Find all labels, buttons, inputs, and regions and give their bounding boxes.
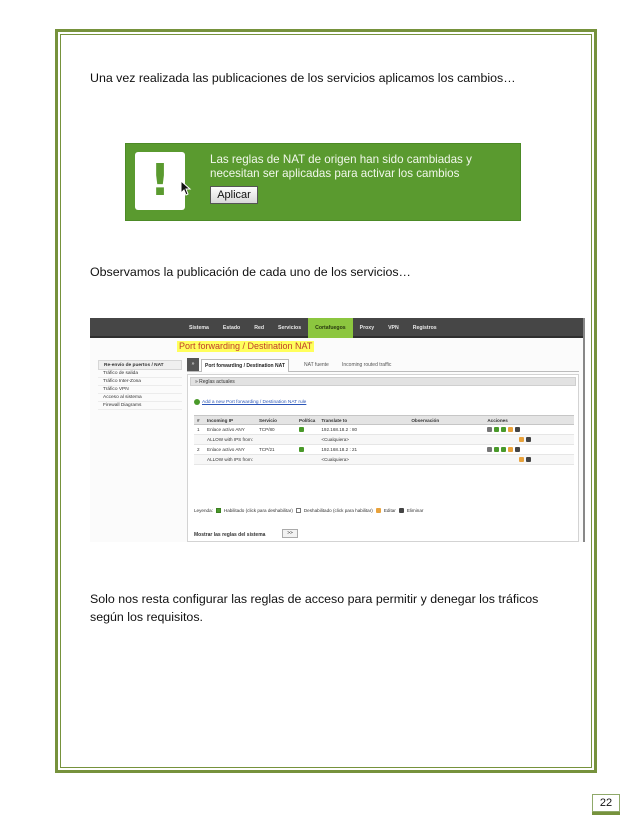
col-num: # bbox=[194, 416, 204, 425]
disabled-checkbox-icon bbox=[296, 508, 301, 513]
col-service: Servicio bbox=[256, 416, 296, 425]
forward-policy-icon bbox=[299, 427, 304, 432]
page-title: Port forwarding / Destination NAT bbox=[179, 341, 313, 351]
legend-enabled: Habilitado (click para deshabilitar) bbox=[223, 508, 293, 513]
add-rule-link[interactable] bbox=[202, 400, 306, 405]
cell-policy bbox=[296, 425, 318, 435]
warning-icon: ! bbox=[135, 152, 185, 210]
cell-incoming-ip: Enlace activo ANY bbox=[204, 445, 256, 455]
edit-icon bbox=[376, 508, 381, 513]
enabled-checkbox-icon bbox=[216, 508, 221, 513]
edit-icon[interactable] bbox=[519, 437, 524, 442]
cell-allow: ALLOW with IPS from: bbox=[204, 435, 296, 445]
sidebar-item-outgoing[interactable]: Tráfico de salida bbox=[98, 370, 182, 378]
nat-rules-table bbox=[194, 415, 574, 465]
enabled-checkbox-icon[interactable] bbox=[494, 427, 499, 432]
top-navigation bbox=[90, 318, 585, 338]
nav-item-cortafuegos[interactable]: Cortafuegos bbox=[308, 318, 353, 338]
tab-port-forwarding[interactable]: Port forwarding / Destination NAT bbox=[201, 359, 289, 372]
move-icon[interactable] bbox=[487, 447, 492, 452]
cell-incoming-ip: Enlace activo ANY bbox=[204, 425, 256, 435]
status-icon[interactable] bbox=[501, 427, 506, 432]
table-row bbox=[194, 425, 574, 435]
delete-icon[interactable] bbox=[526, 437, 531, 442]
tab-source-nat[interactable]: NAT fuente bbox=[304, 362, 329, 368]
add-icon bbox=[194, 399, 200, 405]
legend-label: Leyenda: bbox=[194, 508, 213, 513]
col-translate-to: Translate to bbox=[318, 416, 408, 425]
status-icon[interactable] bbox=[501, 447, 506, 452]
sidebar-item-port-forwarding[interactable]: Re-envío de puertos / NAT bbox=[98, 360, 182, 370]
paragraph-publication: Observamos la publicación de cada uno de los servicios… bbox=[90, 265, 411, 279]
nav-item-servicios[interactable]: Servicios bbox=[278, 325, 302, 331]
nav-item-estado[interactable]: Estado bbox=[222, 325, 241, 331]
nav-item-red[interactable]: Red bbox=[254, 325, 265, 331]
legend-delete: Eliminar bbox=[406, 508, 424, 513]
cell-service: TCP/80 bbox=[256, 425, 296, 435]
nat-changes-banner bbox=[125, 143, 521, 221]
table-header-row bbox=[194, 416, 574, 425]
col-incoming-ip: Incoming IP bbox=[204, 416, 256, 425]
table-row bbox=[194, 455, 574, 465]
table-row bbox=[194, 445, 574, 455]
delete-icon bbox=[399, 508, 404, 513]
move-down-icon[interactable] bbox=[487, 427, 492, 432]
edit-icon[interactable] bbox=[508, 427, 513, 432]
sidebar-item-system-access[interactable]: Acceso al sistema bbox=[98, 394, 182, 402]
show-system-rules-label: Mostrar las reglas del sistema bbox=[194, 532, 266, 538]
legend-edit: Editar bbox=[383, 508, 396, 513]
tab-bar bbox=[187, 358, 579, 372]
page-number-underline bbox=[592, 812, 620, 815]
table-row bbox=[194, 435, 574, 445]
cell-any: <Cualquiera> bbox=[318, 435, 408, 445]
tab-incoming-routed[interactable]: Incoming routed traffic bbox=[342, 362, 392, 368]
cell-observation bbox=[408, 425, 484, 435]
page-number: 22 bbox=[592, 794, 620, 812]
nav-item-sistema[interactable]: Sistema bbox=[189, 325, 209, 331]
cell-observation bbox=[408, 445, 484, 455]
edit-icon[interactable] bbox=[519, 457, 524, 462]
cell-translate-to: 192.168.18.2 : 21 bbox=[318, 445, 408, 455]
mouse-cursor-icon bbox=[180, 180, 192, 196]
firewall-screenshot bbox=[90, 318, 585, 542]
col-actions: Acciones bbox=[484, 416, 574, 425]
cell-service: TCP/21 bbox=[256, 445, 296, 455]
show-system-rules-button[interactable]: >> bbox=[282, 529, 298, 538]
cell-policy bbox=[296, 445, 318, 455]
col-policy: Política bbox=[296, 416, 318, 425]
cell-actions bbox=[484, 425, 574, 435]
cell-any: <Cualquiera> bbox=[318, 455, 408, 465]
cell-actions bbox=[484, 455, 574, 465]
cell-num: 1 bbox=[194, 425, 204, 435]
delete-icon[interactable] bbox=[526, 457, 531, 462]
edit-icon[interactable] bbox=[508, 447, 513, 452]
nav-item-registros[interactable]: Registros bbox=[412, 325, 437, 331]
delete-icon[interactable] bbox=[515, 447, 520, 452]
enabled-checkbox-icon[interactable] bbox=[494, 447, 499, 452]
rules-panel bbox=[187, 374, 579, 542]
paragraph-access-rules: Solo nos resta configurar las reglas de acceso para permitir y denegar los tráficos según los requisitos. bbox=[90, 592, 539, 624]
paragraph-apply-changes: Una vez realizada las publicaciones de los servicios aplicamos los cambios… bbox=[90, 71, 516, 85]
cell-translate-to: 192.168.18.2 : 80 bbox=[318, 425, 408, 435]
nav-item-vpn[interactable]: VPN bbox=[388, 325, 399, 331]
add-rule-label: Add a new Port forwarding / Destination NAT rule bbox=[202, 400, 307, 405]
sidebar-item-inter-zone[interactable]: Tráfico Inter-Zona bbox=[98, 378, 182, 386]
legend bbox=[194, 508, 423, 513]
banner-message: Las reglas de NAT de origen han sido cambiadas y necesitan ser aplicadas para activar los cambios bbox=[210, 153, 472, 180]
cell-actions bbox=[484, 435, 574, 445]
cell-actions bbox=[484, 445, 574, 455]
cell-num: 2 bbox=[194, 445, 204, 455]
sidebar-item-vpn[interactable]: Tráfico VPN bbox=[98, 386, 182, 394]
nav-item-proxy[interactable]: Proxy bbox=[359, 325, 375, 331]
legend-disabled: Deshabilitado (click para habilitar) bbox=[303, 508, 373, 513]
delete-icon[interactable] bbox=[515, 427, 520, 432]
apply-button[interactable]: Aplicar bbox=[210, 186, 258, 204]
sidebar-item-diagrams[interactable]: Firewall Diagrams bbox=[98, 402, 182, 410]
sidebar bbox=[98, 360, 182, 435]
section-header-current-rules[interactable]: » Reglas actuales bbox=[190, 377, 576, 386]
tab-collapse-icon[interactable]: » bbox=[187, 358, 199, 371]
forward-policy-icon bbox=[299, 447, 304, 452]
col-observation: Observación bbox=[408, 416, 484, 425]
cell-allow: ALLOW with IPS from: bbox=[204, 455, 296, 465]
